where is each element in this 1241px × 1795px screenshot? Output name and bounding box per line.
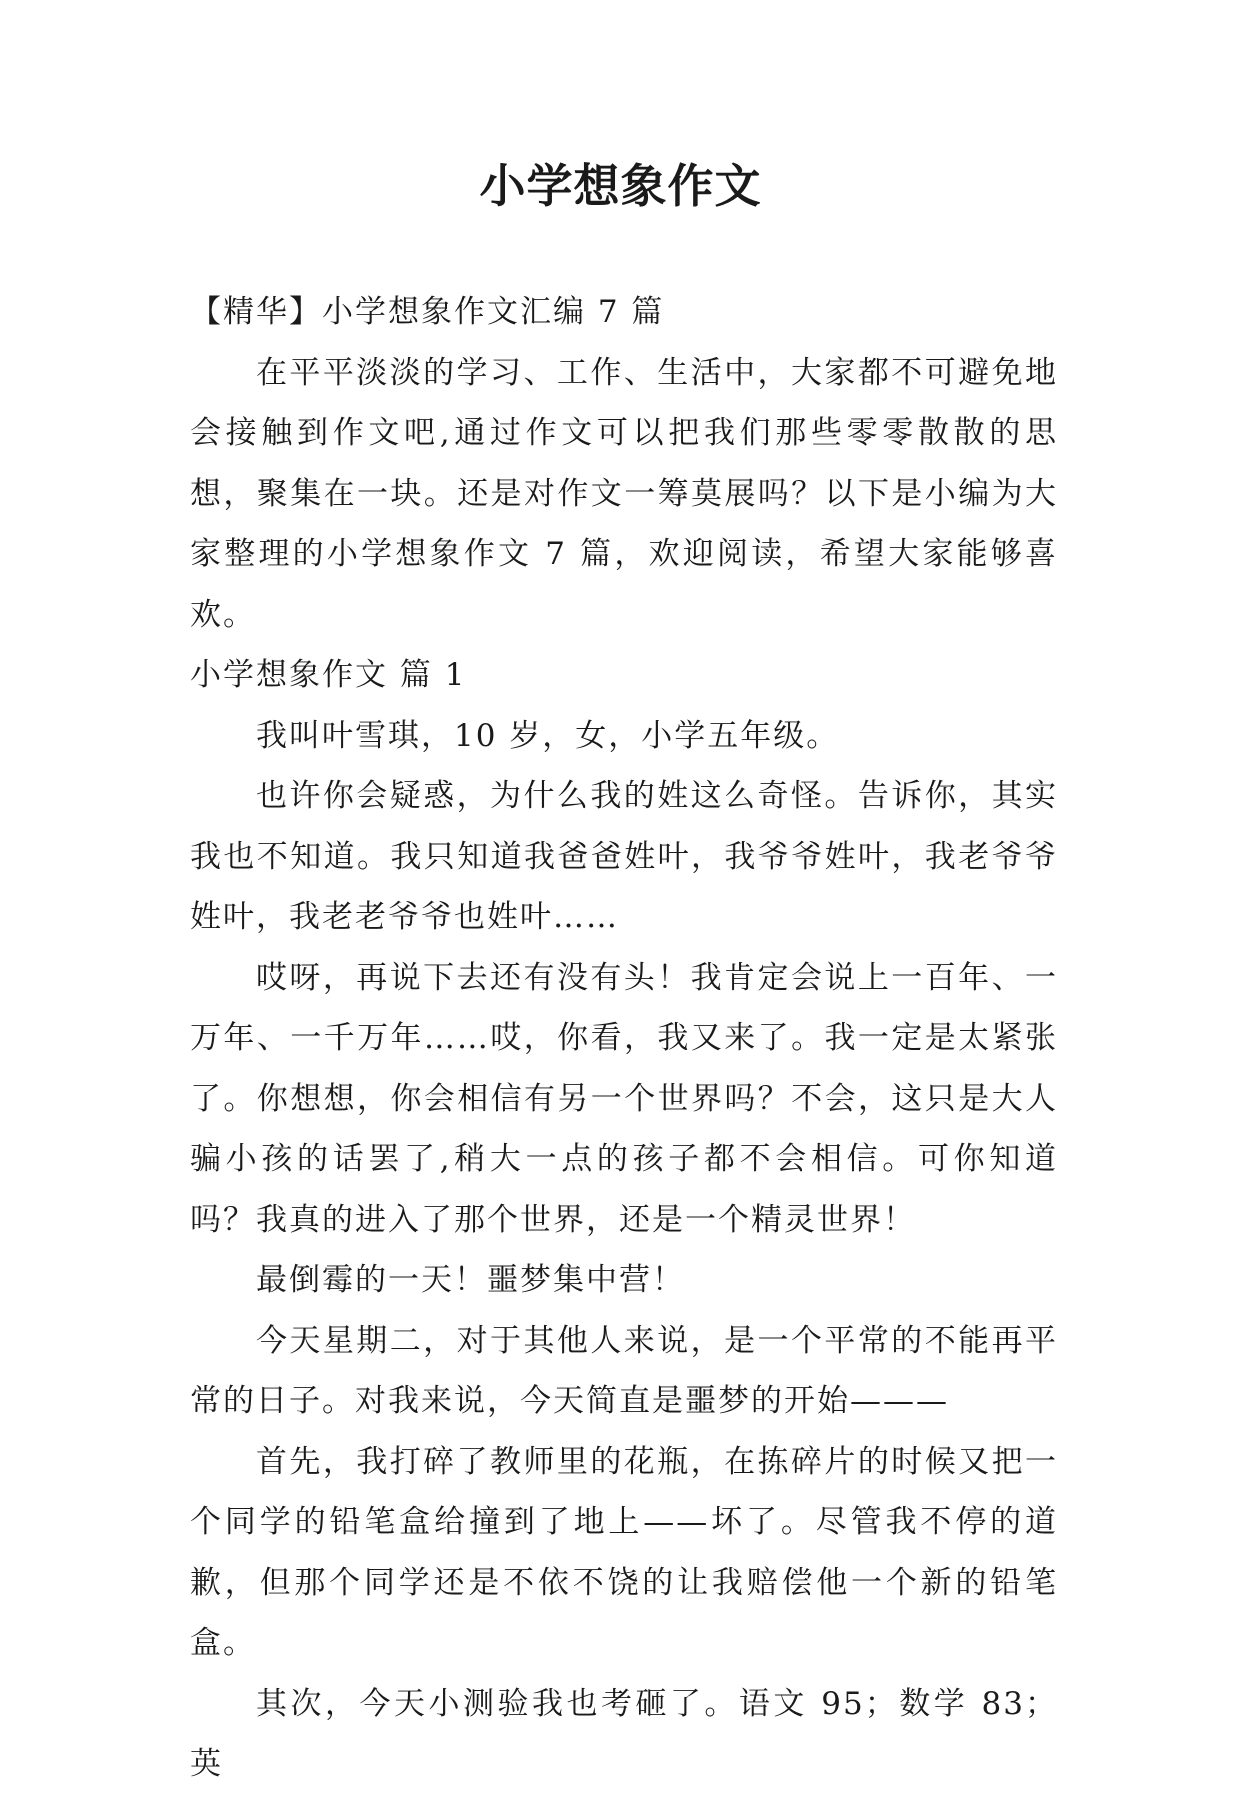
paragraph: 哎呀，再说下去还有没有头！我肯定会说上一百年、一万年、一千万年……哎，你看，我又来了。我一定是太紧张了。你想想，你会相信有另一个世界吗？不会，这只是大人骗小孩的话罢了,稍大一点的孩子都不会相信。可你知道吗？我真的进入了那个世界，还是一个精灵世界！ bbox=[190, 959, 1058, 1238]
page-title: 小学想象作文 bbox=[479, 159, 762, 213]
document-body bbox=[190, 282, 1058, 1795]
paragraph: 首先，我打碎了教师里的花瓶，在拣碎片的时候又把一个同学的铅笔盒给撞到了地上——坏了。尽管我不停的道歉，但那个同学还是不依不饶的让我赔偿他一个新的铅笔盒。 bbox=[190, 1443, 1058, 1661]
document-subtitle: 【精华】小学想象作文汇编 7 篇 bbox=[190, 294, 665, 330]
intro-paragraph: 在平平淡淡的学习、工作、生活中，大家都不可避免地会接触到作文吧,通过作文可以把我们那些零零散散的思想，聚集在一块。还是对作文一筹莫展吗？以下是小编为大家整理的小学想象作文 7 篇，欢迎阅读，希望大家能够喜欢。 bbox=[190, 354, 1058, 633]
paragraph: 今天星期二，对于其他人来说，是一个平常的不能再平常的日子。对我来说，今天简直是噩梦的开始——— bbox=[190, 1322, 1058, 1419]
paragraph: 其次，今天小测验我也考砸了。语文 95；数学 83；英 bbox=[190, 1685, 1058, 1782]
paragraph: 我叫叶雪琪，10 岁，女，小学五年级。 bbox=[256, 717, 840, 754]
paragraph: 也许你会疑惑，为什么我的姓这么奇怪。告诉你，其实我也不知道。我只知道我爸爸姓叶，我爷爷姓叶，我老爷爷姓叶，我老老爷爷也姓叶…… bbox=[190, 778, 1058, 935]
paragraph: 最倒霉的一天！噩梦集中营！ bbox=[256, 1262, 685, 1298]
section-heading: 小学想象作文 篇 1 bbox=[190, 657, 467, 693]
